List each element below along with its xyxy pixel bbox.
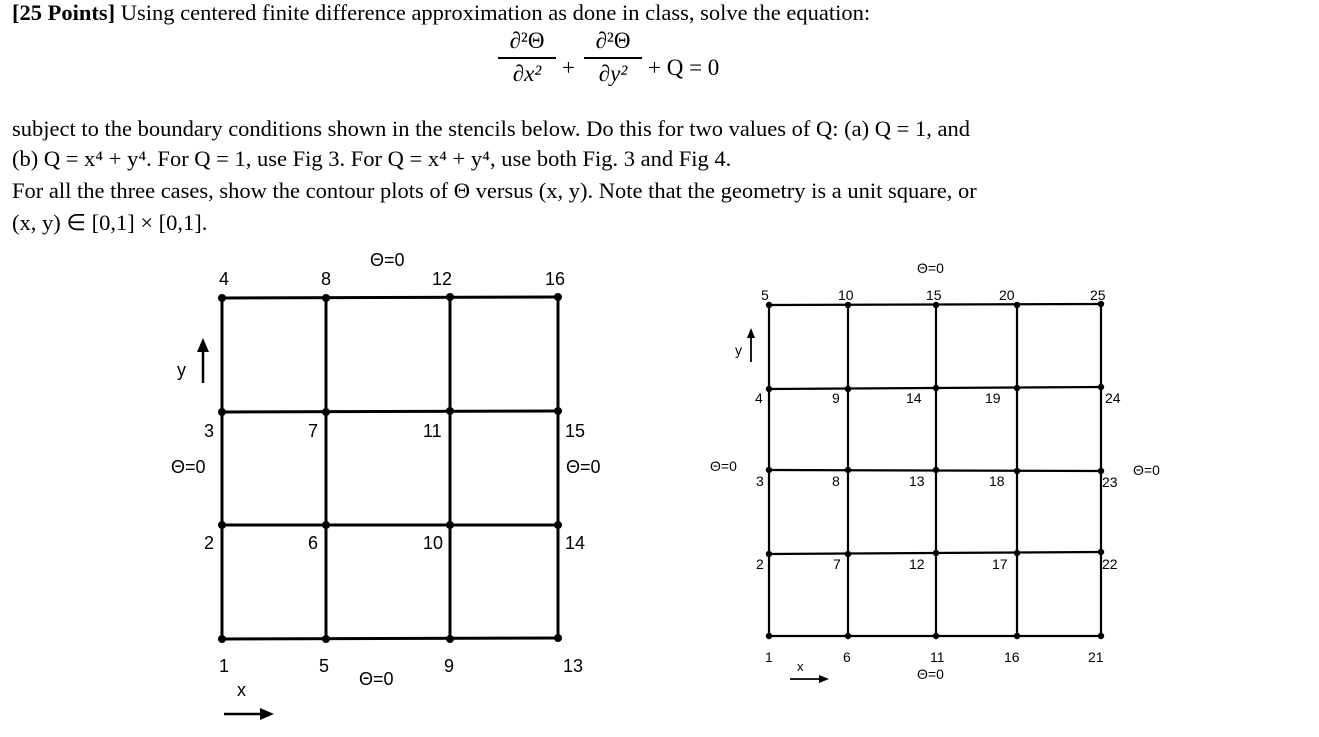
equation-tail: + Q = 0 xyxy=(648,55,720,80)
fig4-axes xyxy=(735,328,829,683)
fig3-node-9: 9 xyxy=(444,656,455,676)
problem-intro: Using centered finite difference approximation as done in class, solve the equation: xyxy=(120,0,871,25)
problem-line-6: (x, y) ∈ [0,1] × [0,1]. xyxy=(12,210,208,235)
fig4-node-10: 10 xyxy=(838,287,854,303)
problem-line-4: (b) Q = x⁴ + y⁴. For Q = 1, use Fig 3. For Q = x⁴ + y⁴, use both Fig. 3 and Fig 4. xyxy=(12,146,732,171)
fig4-node-18: 18 xyxy=(989,473,1005,489)
term2-numerator: ∂²Θ xyxy=(595,28,631,53)
fig3-node-14: 14 xyxy=(565,533,586,553)
fig4-bc-right: Θ=0 xyxy=(1133,462,1160,478)
equation-plus: + xyxy=(562,55,575,80)
fig4-x-arrow-icon xyxy=(819,675,829,683)
fig4-node-19: 19 xyxy=(985,390,1001,406)
fig3-node-12: 12 xyxy=(432,269,453,289)
fig4-node-5: 5 xyxy=(761,287,769,303)
fig3-node-5: 5 xyxy=(319,656,330,676)
fig4-y-arrow-icon xyxy=(747,328,755,338)
fig3-node-1: 1 xyxy=(219,656,230,676)
term1-denominator: ∂x² xyxy=(512,60,542,86)
fig3-bc-right: Θ=0 xyxy=(566,457,601,477)
fig3-node-4: 4 xyxy=(219,269,230,289)
fig4-node-7: 7 xyxy=(833,556,841,572)
fig3-node-11: 11 xyxy=(423,421,442,441)
fig4-node-labels xyxy=(755,287,1121,665)
fig3-node-8: 8 xyxy=(321,269,332,289)
fig4-node-6: 6 xyxy=(843,649,851,665)
points-label: [25 Points] xyxy=(12,0,116,25)
fig3-node-6: 6 xyxy=(308,533,319,553)
fig4-node-15: 15 xyxy=(926,287,942,303)
fig4-node-11: 11 xyxy=(930,649,945,665)
fig4-axis-y-label: y xyxy=(735,342,742,358)
fig3-bc-left: Θ=0 xyxy=(171,457,206,477)
problem-line-5: For all the three cases, show the contour plots of Θ versus (x, y). Note that the geometry is a unit square, or xyxy=(12,178,977,203)
fig4-bc-left: Θ=0 xyxy=(710,458,737,474)
fig3-node-13: 13 xyxy=(563,656,584,676)
fig4-node-21: 21 xyxy=(1088,649,1104,665)
fig4-node-22: 22 xyxy=(1102,556,1118,572)
fig3-bc-top: Θ=0 xyxy=(370,250,405,270)
term2-denominator: ∂y² xyxy=(598,60,628,86)
problem-line-3: subject to the boundary conditions shown in the stencils below. Do this for two values of Q: (a) Q = 1, and xyxy=(12,116,970,141)
fig3-node-7: 7 xyxy=(308,421,319,441)
fig3-node-10: 10 xyxy=(423,533,444,553)
fig4-node-12: 12 xyxy=(909,556,925,572)
fig3-node-3: 3 xyxy=(204,421,215,441)
fig4-bc-bottom: Θ=0 xyxy=(917,666,944,682)
fig3-node-15: 15 xyxy=(565,421,586,441)
fig4-node-9: 9 xyxy=(832,390,840,406)
fig3-axis-y-label: y xyxy=(177,360,186,380)
fig3-axis-x-label: x xyxy=(237,680,246,700)
fig4-node-4: 4 xyxy=(755,390,763,406)
fig4-node-14: 14 xyxy=(906,390,922,406)
fig4-node-20: 20 xyxy=(999,287,1015,303)
fig4-node-1: 1 xyxy=(765,649,773,665)
fig4-node-13: 13 xyxy=(909,473,925,489)
fig3-node-2: 2 xyxy=(204,533,215,553)
fig4-node-23: 23 xyxy=(1102,474,1118,490)
fig4-bc-top: Θ=0 xyxy=(917,260,944,276)
fig3-node-16: 16 xyxy=(545,269,566,289)
fig4-node-2: 2 xyxy=(756,556,764,572)
fig4-axis-x-label: x xyxy=(797,659,804,674)
fig4-node-3: 3 xyxy=(756,473,764,489)
fig3-bc-bottom: Θ=0 xyxy=(359,669,394,689)
fig4-node-8: 8 xyxy=(832,473,840,489)
fig4-node-17: 17 xyxy=(992,556,1008,572)
fig4-node-16: 16 xyxy=(1004,649,1020,665)
term1-numerator: ∂²Θ xyxy=(509,28,545,53)
fig4-node-24: 24 xyxy=(1105,390,1121,406)
fig4-node-25: 25 xyxy=(1090,287,1106,303)
